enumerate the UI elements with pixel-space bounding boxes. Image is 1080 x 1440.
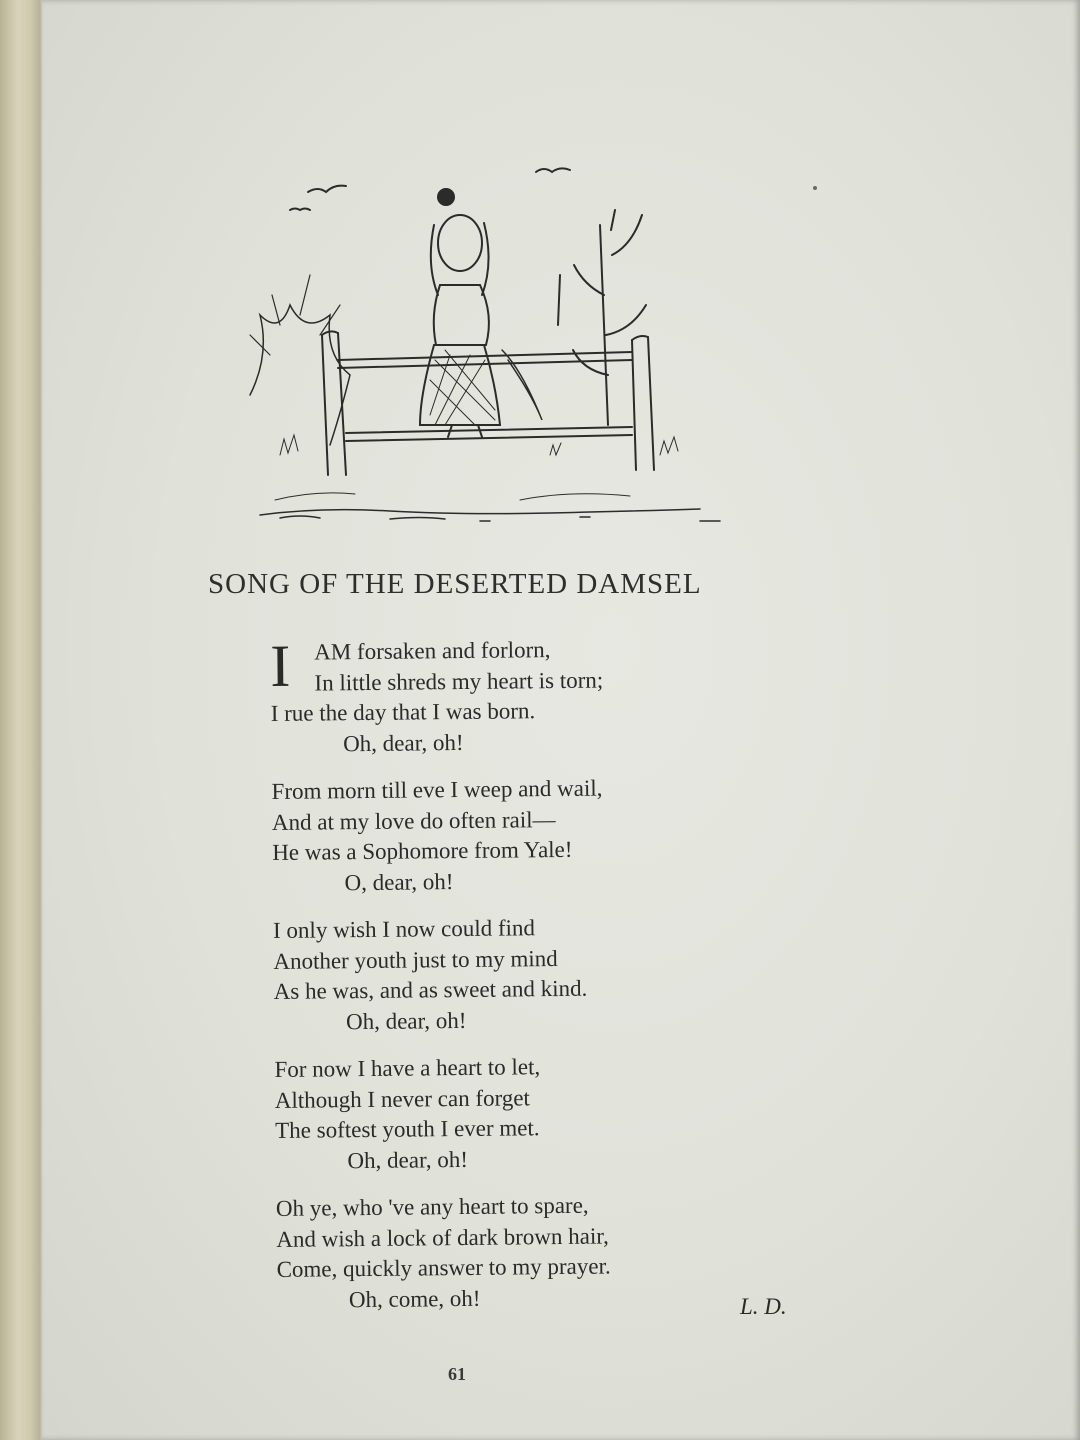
refrain-line: Oh, dear, oh! <box>345 1007 467 1034</box>
author-initials: L. D. <box>740 1294 787 1319</box>
poem-line: Oh ye, who 've any heart to spare, <box>275 1192 589 1221</box>
poem-line: Although I never can forget <box>274 1084 531 1113</box>
refrain-line: O, dear, oh! <box>344 868 454 895</box>
poem-line: For now I have a heart to let, <box>274 1054 541 1082</box>
page-number: 61 <box>448 1364 466 1384</box>
poem-line: He was a Sophomore from Yale! <box>272 836 573 865</box>
poem-line: And wish a lock of dark brown hair, <box>276 1222 609 1252</box>
poem-line: Come, quickly answer to my prayer. <box>276 1253 611 1282</box>
refrain-line: Oh, dear, oh! <box>347 1146 469 1173</box>
girl-on-fence-illustration <box>220 155 730 535</box>
poem-line: In little shreds my heart is torn; <box>314 667 604 696</box>
refrain-line: Oh, dear, oh! <box>342 729 464 756</box>
stanza-4 <box>274 1050 775 1177</box>
refrain-line: Oh, come, oh! <box>348 1285 481 1312</box>
poem-line: I only wish I now could find <box>272 915 536 943</box>
stanza-5 <box>276 1189 777 1316</box>
stanza-1 <box>270 633 771 760</box>
poem-line: As he was, and as sweet and kind. <box>273 975 588 1004</box>
drop-cap: I <box>269 632 291 699</box>
poem-body <box>270 633 777 1316</box>
poem-line: From morn till eve I weep and wail, <box>271 775 603 804</box>
poem-title: SONG OF THE DESERTED DAMSEL <box>208 568 702 600</box>
poem-line: The softest youth I ever met. <box>275 1115 540 1143</box>
page-fleck <box>813 186 817 190</box>
poem-line: Another youth just to my mind <box>273 945 558 974</box>
stanza-2 <box>271 772 772 899</box>
poem-line: AM forsaken and forlorn, <box>314 637 551 665</box>
poem-line: And at my love do often rail— <box>271 806 556 835</box>
stanza-3 <box>273 911 774 1038</box>
poem-line: I rue the day that I was born. <box>270 698 536 726</box>
